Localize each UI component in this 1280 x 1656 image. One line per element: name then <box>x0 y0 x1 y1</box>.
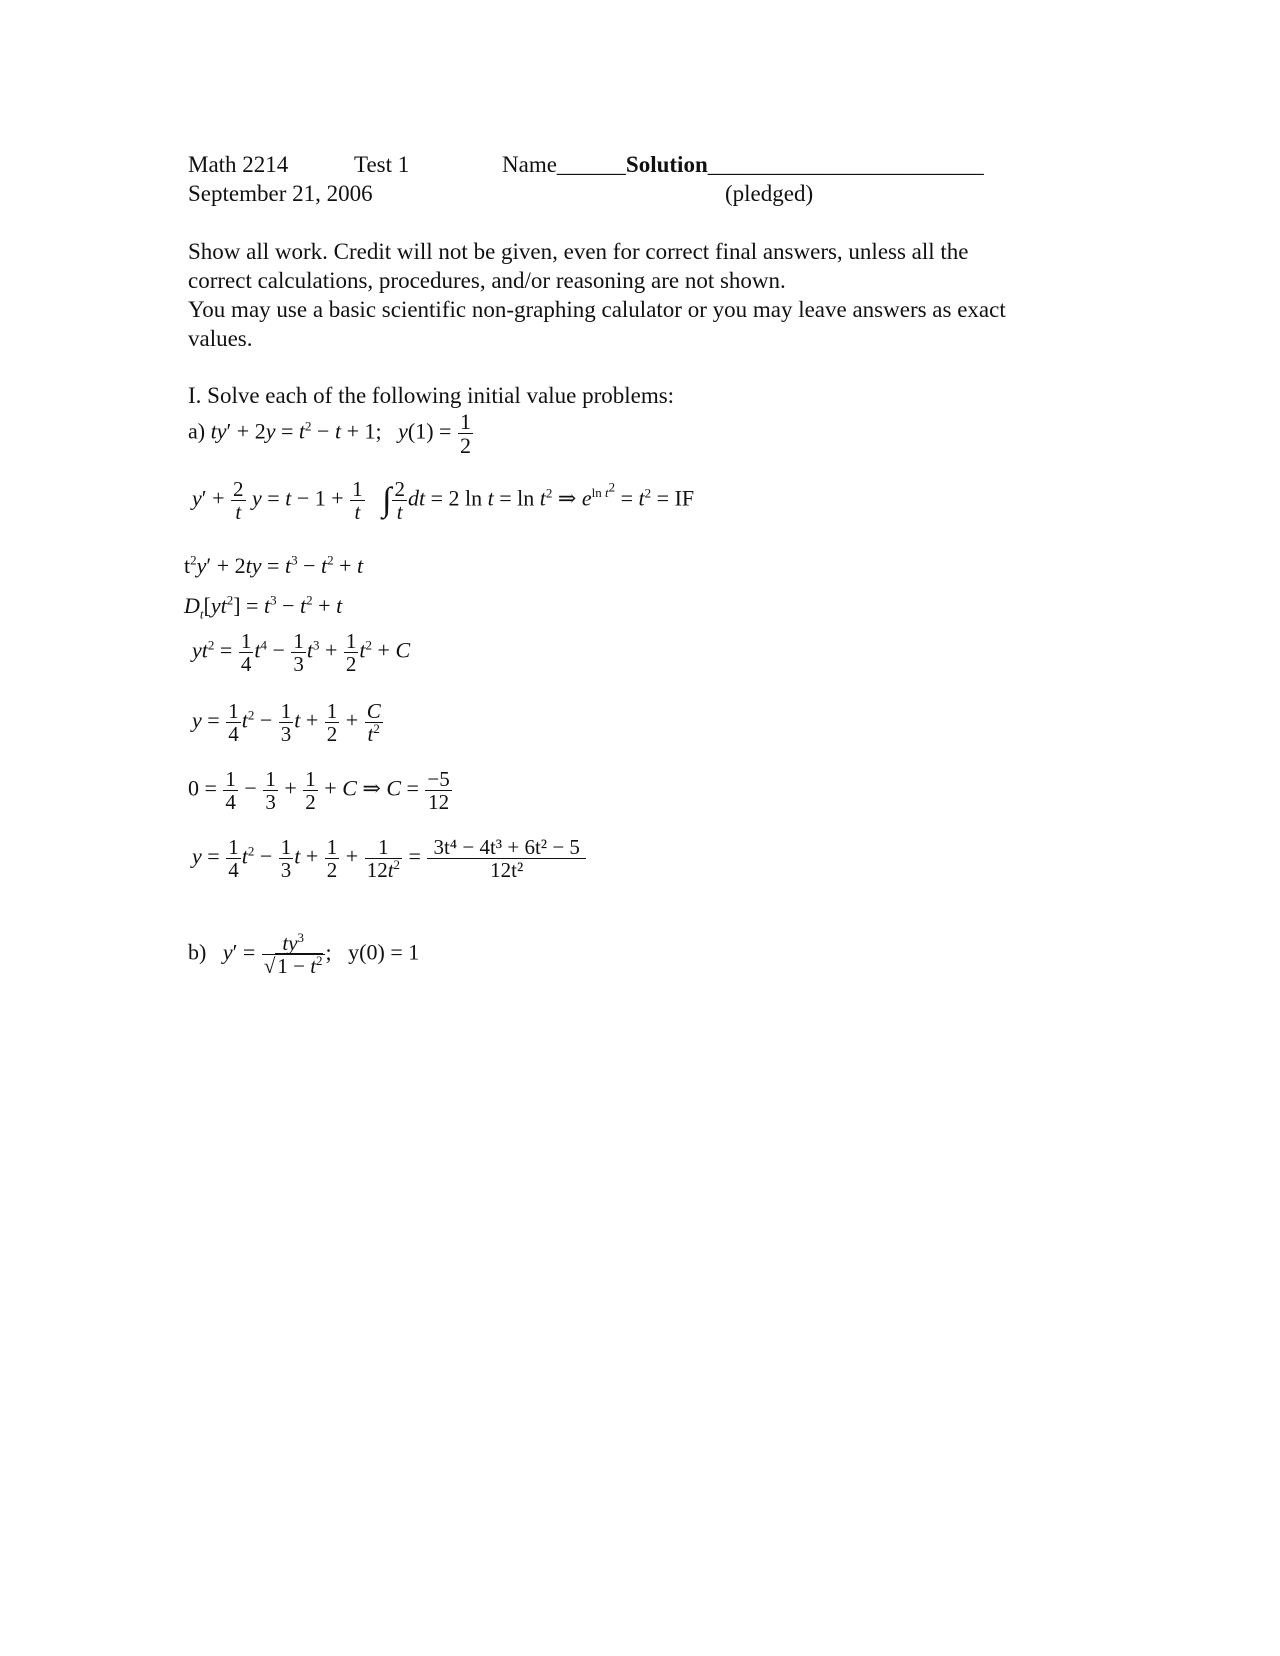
step-standard-form: y′ + $\frac{2}{t}$ y = t − 1 + $\frac{1}{t}$ ∫ $\frac{2}{t}$ dt = 2 $\ln t = \ln t^2$ ⇒ $e^{ln t^2} = t^2$ = IF <box>192 477 695 525</box>
name-line: ________________________ <box>707 152 984 177</box>
name-field <box>502 153 984 176</box>
integrating-factor-label: = IF <box>656 485 695 511</box>
instructions-line-2: correct calculations, procedures, and/or reasoning are not shown. <box>188 268 786 293</box>
constant-denominator: 12 <box>428 790 450 815</box>
problem-b-initial: y(0) = 1 <box>348 939 420 965</box>
problem-a-statement: a) $ty' + 2y = t^2 - t + 1$; y(1) = $\frac{1}{2}$ <box>188 409 471 459</box>
pledged-label: (pledged) <box>725 181 814 206</box>
name-label: Name______ <box>502 152 626 177</box>
constant-numerator: −5 <box>427 767 450 791</box>
test-date: September 21, 2006 <box>188 181 373 206</box>
step-multiply-if: $t^2y' + 2ty = t^3 - t^2 + t$ <box>184 552 364 578</box>
problem-b-label: b) <box>188 939 207 965</box>
step-solve-y: y = $\frac{1}{4}$ $t^2$ − $\frac{1}{3}$ t + $\frac{1}{2}$ + $\frac{C}{t^2}$ <box>192 699 381 747</box>
instructions-line-4: values. <box>188 326 253 351</box>
final-numerator: 3t⁴ − 4t³ + 6t² − 5 <box>427 836 585 859</box>
step-final-solution: y = $\frac{1}{4}$ $t^2$ − $\frac{1}{3}$ t + $\frac{1}{2}$ + $\frac{1}{12t^2}$ = $\frac{\text{3t⁴ − 4t³ + 6t² − 5}}{\text{12t²}}$ <box>192 836 587 881</box>
final-denominator: 12t² <box>490 858 524 883</box>
test-label: Test 1 <box>354 152 410 177</box>
problem-a-label: a) <box>188 418 206 444</box>
section-title: I. Solve each of the following initial value problems: <box>188 383 675 408</box>
step-find-constant: 0 = $\frac{1}{4}$ − $\frac{1}{3}$ + $\frac{1}{2}$ + C ⇒ C = $\frac{-5}{12}$ <box>188 767 450 815</box>
instructions-line-3: You may use a basic scientific non-graphing calulator or you may leave answers as exact <box>188 297 1006 322</box>
name-value: Solution <box>625 152 708 177</box>
instructions-line-1: Show all work. Credit will not be given, even for correct final answers, unless all the <box>188 239 969 264</box>
course-title: Math 2214 <box>188 152 289 177</box>
problem-b-statement: b) y′ = $\frac{ty^3}{√1 - t^2}$ ; y(0) = 1 <box>188 930 420 979</box>
step-integrate: $yt^2$ = $\frac{1}{4}$ $t^4$ − $\frac{1}{3}$ $t^3$ + $\frac{1}{2}$ $t^2 + C$ <box>192 629 411 677</box>
step-derivative-form: $D_t[yt^2] = t^3 - t^2 + t$ <box>184 592 343 622</box>
